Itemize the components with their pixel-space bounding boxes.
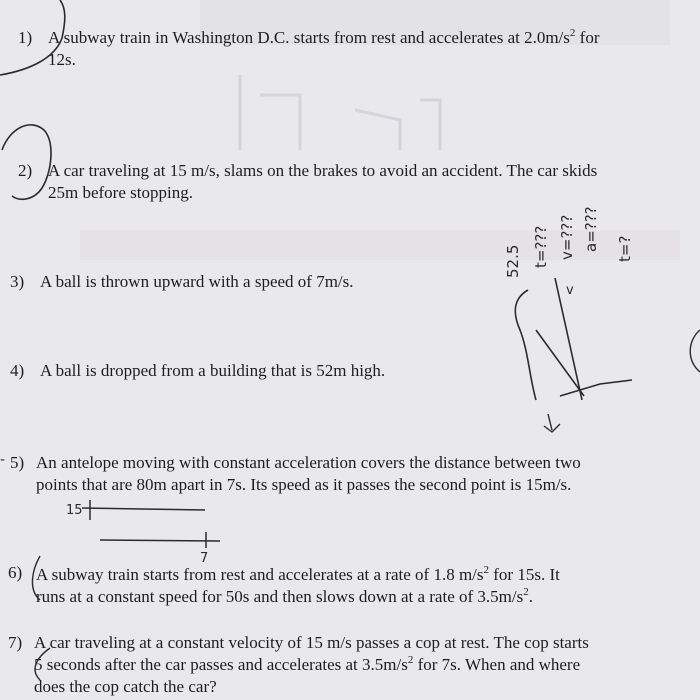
- problem-text-line: 25m before stopping.: [48, 183, 193, 202]
- problem-text-line: A car traveling at a constant velocity of 15 m/s passes a cop at rest. The cop starts: [34, 633, 589, 652]
- note-52-5: 52.5: [504, 244, 522, 278]
- right-edge-arc: [690, 330, 700, 372]
- problem-text-line: points that are 80m apart in 7s. Its speed as it passes the second point is 15m/s.: [36, 475, 572, 494]
- sketch-building: [515, 290, 536, 400]
- sketch-arrow-down: [544, 414, 560, 432]
- note-a: a=???: [582, 206, 600, 252]
- vertical-notes: [504, 206, 634, 278]
- note-t: t=???: [532, 225, 550, 268]
- note-t2: t=?: [616, 235, 634, 262]
- problem-text-line: A ball is dropped from a building that is 52m high.: [40, 361, 386, 380]
- problem-text-line: 12s.: [48, 50, 76, 69]
- problem-number: 3): [10, 272, 25, 291]
- problem-text-line: An antelope moving with constant acceleration covers the distance between two: [36, 453, 581, 472]
- problem-number: 7): [8, 633, 23, 652]
- problem-number: 5): [10, 453, 25, 472]
- sketch-ground: [560, 380, 632, 396]
- problem-number: 6): [8, 563, 23, 582]
- problem-text-line: A subway train in Washington D.C. starts from rest and accelerates at $2.0m/s^2$ for: [48, 27, 600, 47]
- note-v: v=???: [558, 214, 576, 260]
- handwritten-circle-1: [0, 0, 65, 75]
- graph-axis: [100, 540, 220, 541]
- problem-text-line: A subway train starts from rest and accelerates at a rate of 1.8 $m/s^2$ for 15s. It: [36, 564, 560, 584]
- problem-text-line: does the cop catch the car?: [34, 677, 217, 696]
- graph-label-7: 7: [200, 551, 209, 566]
- problem-number: 1): [18, 28, 33, 47]
- problem-number: 2): [18, 161, 33, 180]
- handwritten-arc-7: [35, 648, 50, 680]
- problem-text-line: A ball is thrown upward with a speed of 7m/s.: [40, 272, 354, 291]
- problem-text-line: A car traveling at 15 m/s, slams on the brakes to avoid an accident. The car skids: [48, 161, 598, 180]
- problem-number: 4): [10, 361, 25, 380]
- handwritten-arc-6: [32, 556, 40, 600]
- sketch-line-diag: [536, 330, 584, 396]
- sketch-v-mark: v: [566, 283, 574, 298]
- problem-text-line: runs at a constant speed for 50s and then slows down at a rate of $3.5m/s^2$.: [36, 586, 533, 606]
- problem-text-line: 5 seconds after the car passes and accelerates at $3.5m/s^2$ for 7s. When and where: [34, 654, 581, 674]
- margin-dash: -: [0, 452, 6, 468]
- graph-label-15: 15: [66, 503, 83, 518]
- graph-top-line: [82, 508, 205, 510]
- handwritten-circle-2: [2, 125, 51, 199]
